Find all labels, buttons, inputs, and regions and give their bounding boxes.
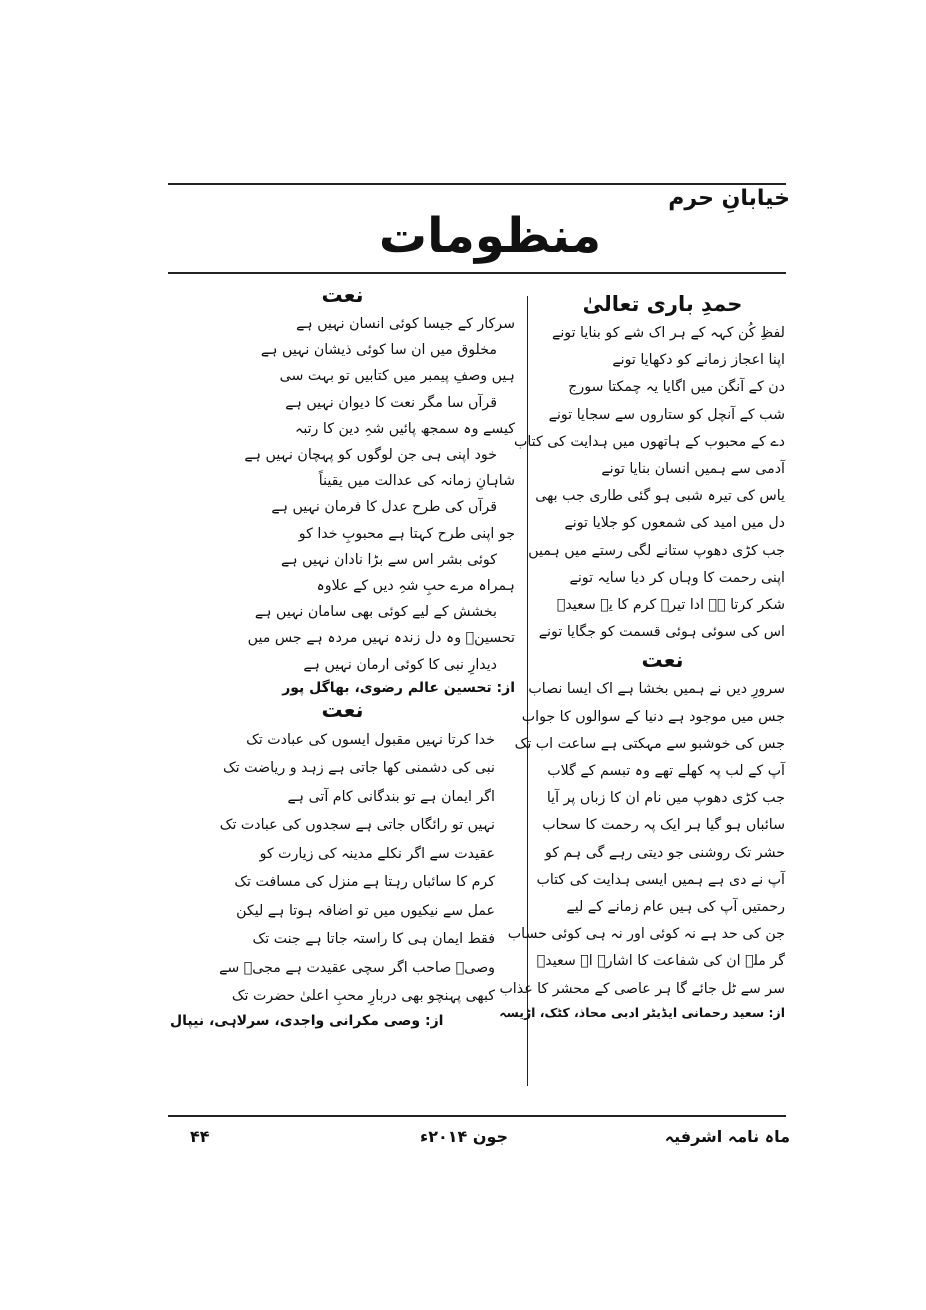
naat1-verse: جو اپنی طرح کہتا ہے محبوبِ خدا کو (298, 525, 515, 542)
hamd-heading: حمدِ باری تعالیٰ (582, 292, 743, 316)
hamd-verse: لفظِ کُن کہہ کے ہر اک شے کو بنایا تونے (552, 325, 785, 341)
naat-verse: سر سے ٹل جائے گا ہر عاصی کے محشر کا عذاب (499, 980, 785, 997)
naat-verse: گر ملے ان کی شفاعت کا اشارہ اے سعیدؔ (536, 953, 785, 970)
naat-verse: آپ نے دی ہے ہمیں ایسی ہدایت کی کتاب (536, 871, 785, 888)
naat1-verse: ہیں وصفِ پیمبر میں کتابیں تو بہت سی (279, 368, 515, 385)
page-title: منظومات (378, 208, 602, 264)
naat-verse: حشر تک روشنی جو دیتی رہے گی ہم کو (544, 844, 785, 861)
naat1-verse: بخشش کے لیے کوئی بھی سامان نہیں ہے (254, 604, 497, 621)
naat1-poem (170, 311, 515, 678)
hamd-poem (514, 320, 785, 646)
naat2-verse: کرم کا سائباں رہتا ہے منزل کی مسافت تک (234, 874, 495, 891)
naat-verse: سرورِ دیں نے ہمیں بخشا ہے اک ایسا نصاب (528, 681, 785, 698)
hamd-verse: اپنا اعجاز زمانے کو دکھایا تونے (612, 352, 785, 369)
naat1-verse: سرکار کے جیسا کوئی انسان نہیں ہے (296, 316, 515, 332)
naat2-heading: نعت (321, 697, 364, 722)
naat2-verse: وصیؔ صاحب اگر سچی عقیدت ہے مجیؐ سے (219, 959, 495, 976)
hamd-verse: آدمی سے ہمیں انسان بنایا تونے (601, 461, 785, 478)
hamd-verse: دے کے محبوب کے ہاتھوں میں ہدایت کی کتاب (514, 433, 785, 450)
hamd-verse: اس کی سوئی ہوئی قسمت کو جگایا تونے (538, 624, 785, 641)
naat1-verse: شاہانِ زمانہ کی عدالت میں یقیناً (318, 473, 515, 490)
page-number: ۴۴ (190, 1127, 210, 1146)
naat-verse: سائباں ہو گیا ہر ایک پہ رحمت کا سحاب (542, 817, 785, 834)
magazine-name: ماہ نامہ اشرفیہ (664, 1127, 790, 1146)
naat1-verse: ہمراہ مرے حبِ شہِ دیں کے علاوہ (316, 578, 515, 595)
title-rule (168, 272, 786, 274)
naat2-verse: نبی کی دشمنی کھا جاتی ہے زہد و ریاضت تک (222, 760, 495, 777)
naat1-verse: خود اپنی ہی جن لوگوں کو پہچان نہیں ہے (244, 447, 497, 464)
right-column (499, 292, 785, 1020)
naat1-author: از: تحسین عالم رضوی، بھاگل پور (282, 679, 515, 696)
naat-verse: آپ کے لب پہ کھلے تھے وہ تبسم کے گلاب (547, 763, 785, 780)
naat2-verse: عمل سے نیکیوں میں تو اضافہ ہوتا ہے لیکن (236, 902, 495, 919)
hamd-verse: اپنی رحمت کا وہاں کر دیا سایہ تونے (569, 569, 785, 586)
naat1-verse: قرآں کی طرح عدل کا فرمان نہیں ہے (271, 499, 497, 516)
footer-rule (168, 1115, 786, 1117)
hamd-verse: شکر کرتا ہے ادا تیرے کرم کا یہ سعیدؔ (556, 597, 785, 614)
hamd-verse: دل میں امید کی شمعوں کو جلایا تونے (564, 515, 785, 532)
naat1-heading: نعت (321, 283, 364, 307)
hamd-verse: شب کے آنچل کو ستاروں سے سجایا تونے (548, 406, 785, 423)
naat1-verse: تحسینؔ وہ دل زندہ نہیں مردہ ہے جس میں (247, 630, 515, 647)
naat-verse: جس میں موجود ہے دنیا کے سوالوں کا جواب (521, 708, 785, 725)
naat-verse: جب کڑی دھوپ میں نام ان کا زباں پر آیا (546, 790, 785, 807)
naat2-verse: خدا کرتا نہیں مقبول ایسوں کی عبادت تک (246, 731, 495, 748)
naat-heading: نعت (641, 648, 684, 673)
naat-verse: جن کی حد ہے نہ کوئی اور نہ ہی کوئی حساب (507, 926, 785, 943)
naat2-verse: نہیں تو رائگاں جاتی ہے سجدوں کی عبادت تک (219, 817, 495, 834)
left-column (170, 283, 515, 1029)
naat2-poem (170, 726, 515, 1011)
naat2-verse: کبھی پہنچو بھی دربارِ محبِ اعلیٰ حضرت تک (231, 988, 495, 1005)
naat2-verse: اگر ایمان ہے تو بندگانی کام آتی ہے (287, 788, 495, 805)
naat1-verse: کوئی بشر اس سے بڑا نادان نہیں ہے (281, 551, 497, 568)
issue-date: جون ۲۰۱۴ء (420, 1127, 509, 1146)
naat1-verse: دیدارِ نبی کا کوئی ارمان نہیں ہے (303, 656, 497, 673)
naat2-verse: عقیدت سے اگر نکلے مدینہ کی زیارت کو (259, 845, 495, 862)
naat-verse: جس کی خوشبو سے مہکتی ہے ساعت اب تک (514, 735, 785, 752)
naat1-verse: قرآں سا مگر نعت کا دیوان نہیں ہے (285, 394, 497, 411)
naat2-verse: فقط ایمان ہی کا راستہ جاتا ہے جنت تک (252, 931, 495, 948)
naat2-author: از: وصی مکرانی واجدی، سرلاہی، نیپال (170, 1012, 444, 1029)
naat-poem (499, 676, 785, 1002)
naat-author: از: سعید رحمانی ایڈیٹر ادبی محاذ، کٹک، اڑیسہ (499, 1004, 785, 1020)
hamd-verse: جب کڑی دھوپ ستانے لگی رستے میں ہمیں (528, 542, 785, 559)
top-rule (168, 183, 786, 185)
hamd-verse: دن کے آنگن میں اگایا یہ چمکتا سورج (568, 379, 785, 396)
naat1-verse: کیسے وہ سمجھ پائیں شہِ دین کا رتبہ (295, 420, 515, 437)
naat1-verse: مخلوق میں ان سا کوئی ذیشان نہیں ہے (260, 342, 497, 359)
section-label: خیابانِ حرم (668, 186, 790, 211)
naat-verse: رحمتیں آپ کی ہیں عام زمانے کے لیے (566, 899, 785, 916)
hamd-verse: یاس کی تیرہ شبی ہو گئی طاری جب بھی (535, 488, 785, 505)
